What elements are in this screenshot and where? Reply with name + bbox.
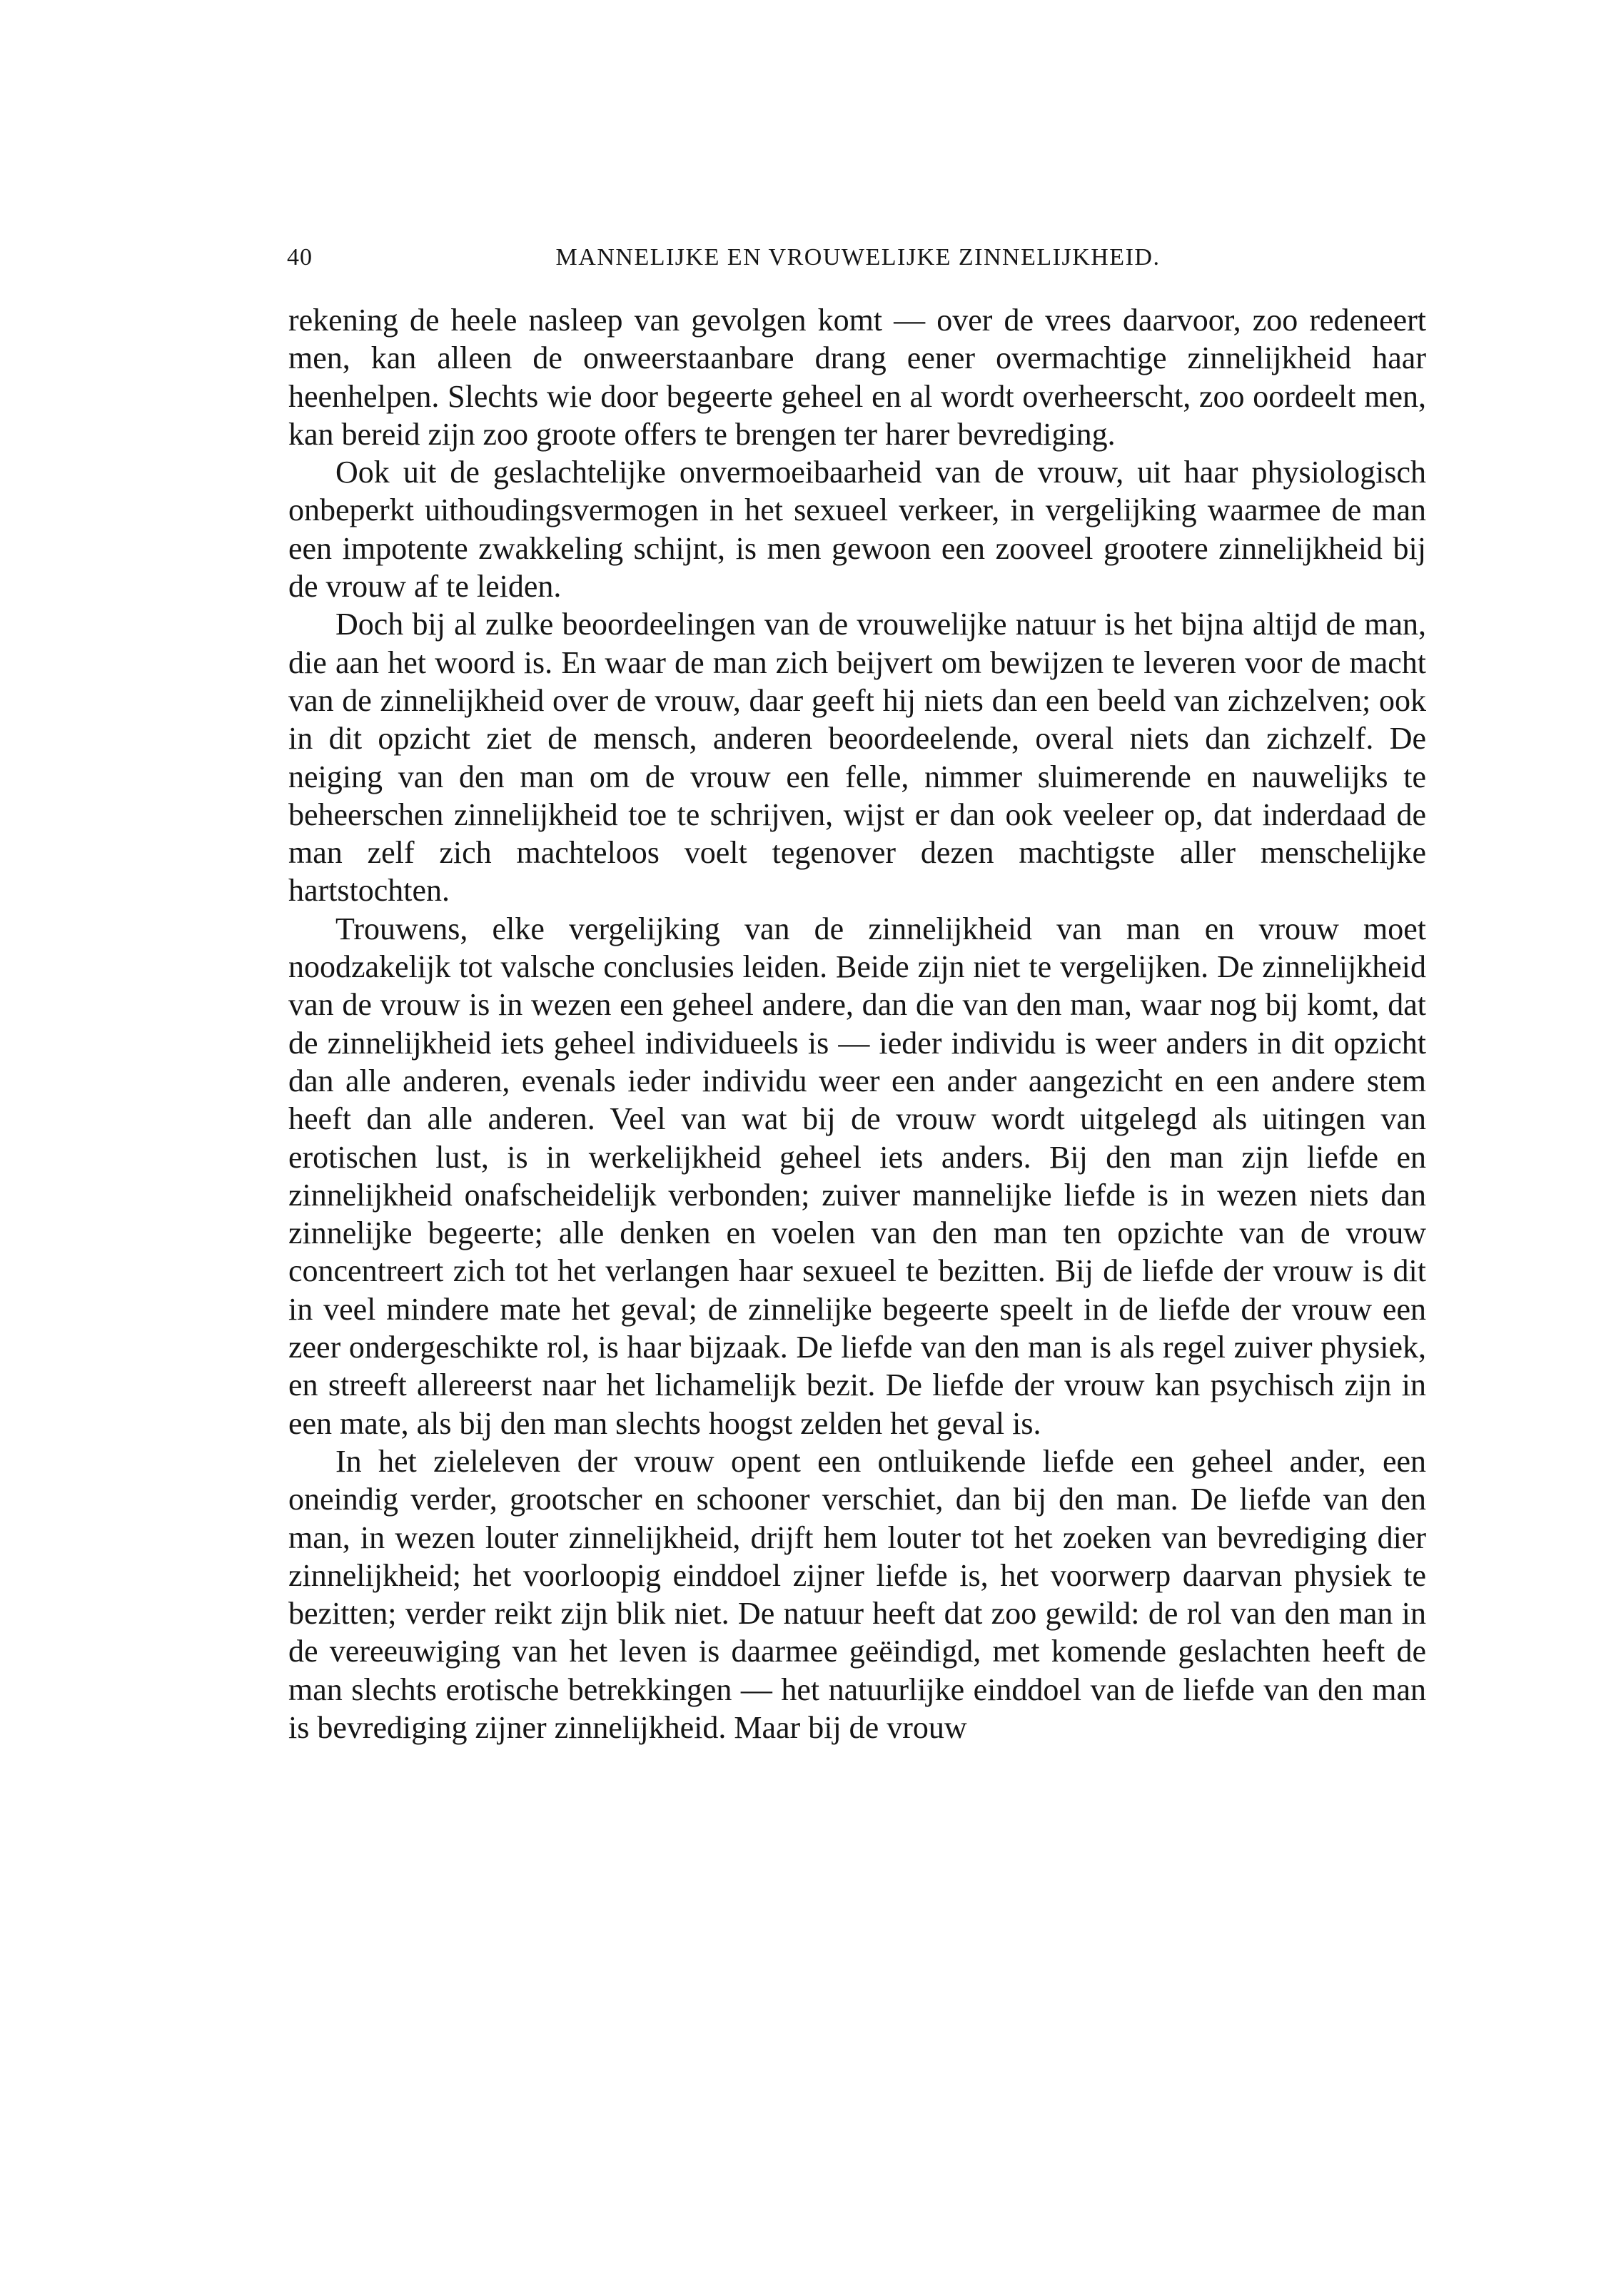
paragraph: Ook uit de geslachtelijke onvermoeibaarheid van de vrouw, uit haar physiologisch onbeperkt uithoudingsvermogen in het sexueel verkeer, in vergelijking waarmee de man een impotente zwakkeling schijnt, is men gewoon een zooveel grootere zinnelijkheid bij de vrouw af te leiden.	[288, 455, 1426, 605]
page-header	[287, 244, 1429, 280]
paragraph: Trouwens, elke vergelijking van de zinnelijkheid van man en vrouw moet noodzakelijk tot valsche conclusies leiden. Beide zijn niet te vergelijken. De zinnelijkheid van de vrouw is in wezen een geheel andere, dan die van den man, waar nog bij komt, dat de zinnelijkheid iets geheel individueels is — ieder individu is weer anders in dit opzicht dan alle anderen, evenals ieder individu weer een ander aangezicht en een andere stem heeft dan alle anderen. Veel van wat bij de vrouw wordt uitgelegd als uitingen van erotischen lust, is in werkelijkheid geheel iets anders. Bij den man zijn liefde en zinnelijkheid onafscheidelijk verbonden; zuiver mannelijke liefde is in wezen niets dan zinnelijke begeerte; alle denken en voelen van den man ten opzichte van de vrouw concentreert zich tot het verlangen haar sexueel te bezitten. Bij de liefde der vrouw is dit in veel mindere mate het geval; de zinnelijke begeerte speelt in de liefde der vrouw een zeer ondergeschikte rol, is haar bijzaak. De liefde van den man is als regel zuiver physiek, en streeft allereerst naar het lichamelijk bezit. De liefde der vrouw kan psychisch zijn in een mate, als bij den man slechts hoogst zelden het geval is.	[288, 911, 1426, 1441]
paragraph: Doch bij al zulke beoordeelingen van de vrouwelijke natuur is het bijna altijd de man, die aan het woord is. En waar de man zich beijvert om bewijzen te leveren voor de macht van de zinnelijkheid over de vrouw, daar geeft hij niets dan een beeld van zichzelven; ook in dit opzicht ziet de mensch, anderen beoordeelende, overal niets dan zichzelf. De neiging van den man om de vrouw een felle, nimmer sluimerende en nauwelijks te beheerschen zinnelijkheid toe te schrijven, wijst er dan ook veeleer op, dat inderdaad de man zelf zich machteloos voelt tegenover dezen machtigste aller menschelijke hartstochten.	[288, 607, 1426, 909]
paragraph: In het zieleleven der vrouw opent een ontluikende liefde een geheel ander, een oneindig verder, grootscher en schooner verschiet, dan bij den man. De liefde van den man, in wezen louter zinnelijkheid, drijft hem louter tot het zoeken van bevrediging dier zinnelijkheid; het voorloopig einddoel zijner liefde is, het voorwerp daarvan physiek te bezitten; verder reikt zijn blik niet. De natuur heeft dat zoo gewild: de rol van den man in de vereeuwiging van het leven is daarmee geëindigd, met komende geslachten heeft de man slechts erotische betrekkingen — het natuurlijke einddoel van de liefde van den man is bevrediging zijner zinnelijkheid. Maar bij de vrouw	[288, 1443, 1426, 1745]
body-text	[288, 301, 1426, 1746]
running-title: MANNELIJKE EN VROUWELIJKE ZINNELIJKHEID.	[555, 244, 1161, 270]
page-number: 40	[287, 244, 313, 270]
paragraph-continuation: rekening de heele nasleep van gevolgen komt — over de vrees daarvoor, zoo redeneert men, kan alleen de onweerstaanbare drang eener overmachtige zinnelijkheid haar heenhelpen. Slechts wie door begeerte geheel en al wordt overheerscht, zoo oordeelt men, kan bereid zijn zoo groote offers te brengen ter harer bevrediging.	[288, 303, 1426, 452]
